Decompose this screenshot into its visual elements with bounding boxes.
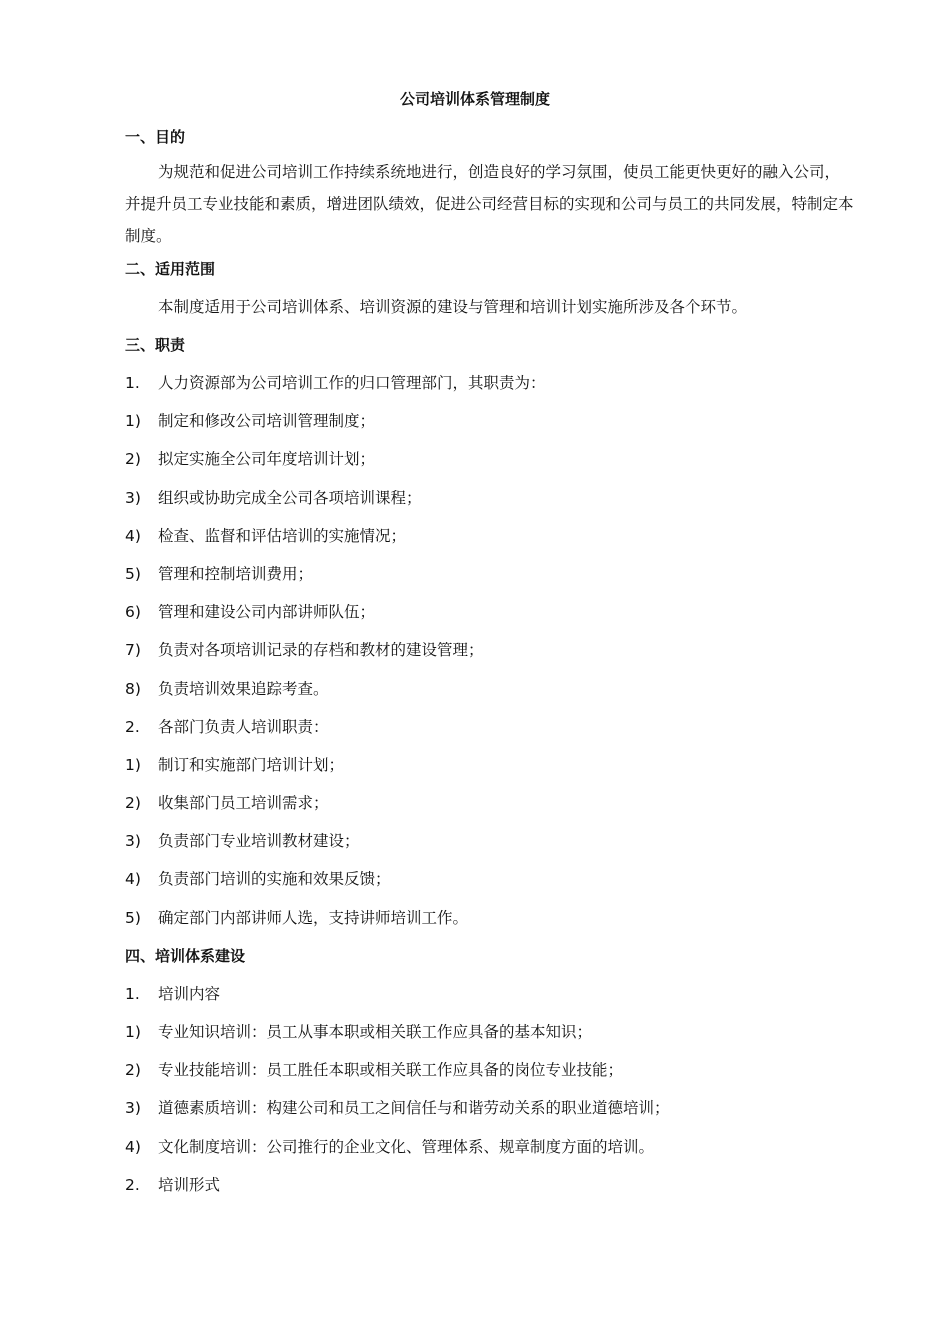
list-item: [125, 907, 855, 945]
list-item-text: 负责对各项培训记录的存档和教材的建设管理；: [158, 641, 484, 660]
list-item-text: 培训内容: [158, 984, 221, 1003]
list-item-number: 2): [125, 1061, 141, 1080]
list-item: [125, 868, 855, 906]
list-item: [125, 525, 855, 563]
list-item-text: 专业知识培训：员工从事本职或相关联工作应具备的基本知识；: [158, 1023, 593, 1041]
list-item-number: 5): [125, 908, 141, 927]
list-item-number: 1.: [125, 984, 140, 1003]
list-item: [125, 1097, 855, 1135]
training-system-list: [125, 983, 855, 1212]
list-item-number: 2): [125, 450, 141, 469]
section-heading-scope: 二、适用范围: [125, 260, 216, 278]
list-item: [125, 1021, 855, 1059]
list-item-text: 检查、监督和评估培训的实施情况；: [158, 526, 407, 545]
list-item-number: 8): [125, 679, 141, 698]
list-item-text: 组织或协助完成全公司各项培训课程；: [158, 488, 422, 507]
list-item-number: 4): [125, 870, 141, 889]
list-item-number: 2.: [125, 717, 140, 736]
list-item-text: 管理和控制培训费用；: [158, 564, 314, 583]
list-item: [125, 830, 855, 868]
list-item-number: 1): [125, 1023, 141, 1041]
document-title: 公司培训体系管理制度: [399, 90, 550, 108]
list-item-number: 2): [125, 794, 141, 813]
list-item-text: 负责部门培训的实施和效果反馈；: [158, 870, 391, 889]
list-item-text: 负责培训效果追踪考查。: [158, 679, 329, 698]
section-paragraph-purpose: 为规范和促进公司培训工作持续系统地进行，创造良好的学习氛围，使员工能更快更好的融入公司，并提升员工专业技能和素质，增进团队绩效，促进公司经营目标的实现和公司与员工的共同发展，特制定本制度。: [125, 163, 854, 245]
list-item: [125, 983, 855, 1021]
section-heading-responsibilities: 三、职责: [125, 336, 186, 354]
list-item: [125, 1059, 855, 1097]
list-item-text: 专业技能培训：员工胜任本职或相关联工作应具备的岗位专业技能；: [158, 1061, 624, 1080]
list-item-text: 制定和修改公司培训管理制度；: [158, 412, 376, 431]
responsibilities-list: [125, 372, 855, 945]
list-item-text: 培训形式: [158, 1175, 221, 1194]
list-item: [125, 754, 855, 792]
list-item: [125, 792, 855, 830]
list-item-text: 拟定实施全公司年度培训计划；: [158, 450, 376, 469]
list-item-text: 各部门负责人培训职责：: [158, 717, 329, 736]
list-item-text: 收集部门员工培训需求；: [158, 794, 329, 813]
list-item-number: 3): [125, 488, 141, 507]
list-item: [125, 716, 855, 754]
list-item-text: 道德素质培训：构建公司和员工之间信任与和谐劳动关系的职业道德培训；: [158, 1099, 670, 1118]
list-item-number: 4): [125, 526, 141, 545]
list-item-number: 1): [125, 412, 141, 431]
document-body: [125, 126, 855, 1212]
list-item-number: 1.: [125, 374, 140, 392]
list-item-text: 管理和建设公司内部讲师队伍；: [158, 603, 376, 622]
list-item: [125, 487, 855, 525]
section-heading-purpose: 一、目的: [125, 128, 186, 146]
list-item-number: 4): [125, 1137, 141, 1156]
list-item-number: 3): [125, 832, 141, 851]
section-heading-training-system: 四、培训体系建设: [125, 946, 246, 965]
list-item: [125, 1174, 855, 1212]
list-item-number: 2.: [125, 1175, 140, 1194]
list-item: [125, 448, 855, 486]
list-item: [125, 410, 855, 448]
list-item: [125, 678, 855, 716]
list-item: [125, 601, 855, 639]
list-item: [125, 639, 855, 677]
list-item-number: 5): [125, 564, 141, 583]
list-item-number: 7): [125, 641, 141, 660]
list-item-text: 负责部门专业培训教材建设；: [158, 832, 360, 851]
list-item-text: 确定部门内部讲师人选，支持讲师培训工作。: [158, 908, 469, 927]
section-paragraph-scope: 本制度适用于公司培训体系、培训资源的建设与管理和培训计划实施所涉及各个环节。: [158, 298, 748, 316]
list-item: [125, 563, 855, 601]
list-item-number: 1): [125, 755, 141, 774]
list-item: [125, 1136, 855, 1174]
list-item-number: 3): [125, 1099, 141, 1118]
list-item-text: 文化制度培训：公司推行的企业文化、管理体系、规章制度方面的培训。: [158, 1137, 655, 1156]
list-item-text: 人力资源部为公司培训工作的归口管理部门，其职责为：: [158, 374, 546, 392]
list-item: [125, 372, 855, 410]
list-item-text: 制订和实施部门培训计划；: [158, 755, 345, 774]
list-item-number: 6): [125, 603, 141, 622]
